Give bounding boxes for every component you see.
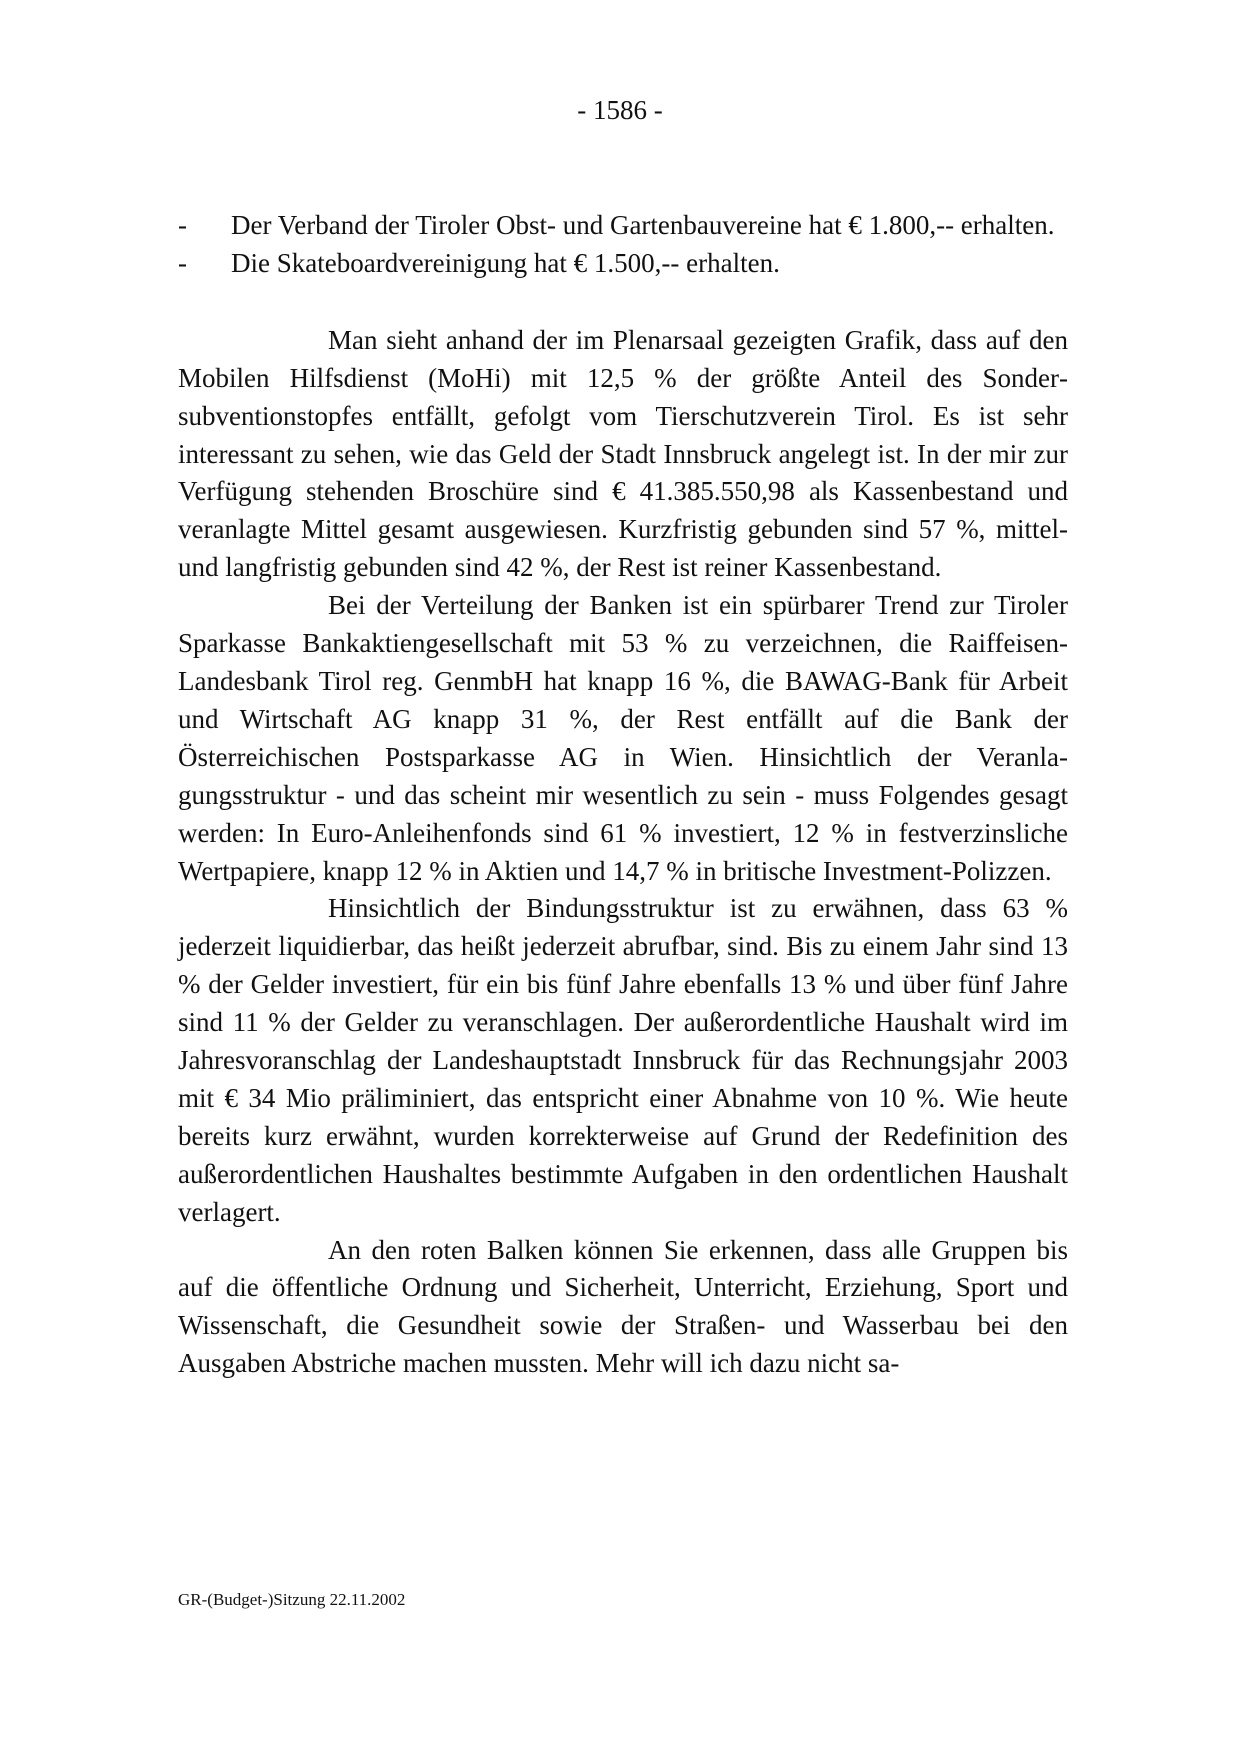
page-footer: GR-(Budget-)Sitzung 22.11.2002 xyxy=(178,1590,406,1609)
list-item xyxy=(178,207,1068,245)
page-number: - 1586 - xyxy=(577,95,663,125)
list-item-text: Der Verband der Tiroler Obst- und Gartenbauvereine hat € 1.800,-- erhalten. xyxy=(231,210,1055,240)
list-item xyxy=(178,245,1068,283)
paragraph: An den roten Balken können Sie erkennen, dass alle Gruppen bis auf die öffentliche Ordnung und Sicherheit, Unterricht, Erziehung, Sport und Wissenschaft, die Gesundheit sowie der Straßen- und Wasserbau bei den Ausgaben Abstriche machen mussten. Mehr will ich dazu nicht sa- xyxy=(178,1234,1068,1379)
document-body xyxy=(178,207,1068,1383)
list-item-text: Die Skateboardvereinigung hat € 1.500,-- erhalten. xyxy=(231,247,780,278)
list-dash: - xyxy=(178,247,187,278)
paragraph: Hinsichtlich der Bindungsstruktur ist zu erwähnen, dass 63 % jederzeit liquidierbar, das heißt jederzeit abrufbar, sind. Bis zu einem Jahr sind 13 % der Gelder investiert, für ein bis fünf Jahre ebenfalls 13 % und über fünf Jahre sind 11 % der Gelder zu veranschlagen. Der außerordentliche Haushalt wird im Jahresvoranschlag der Landeshauptstadt Innsbruck für das Rechnungsjahr 2003 mit € 34 Mio präliminiert, das entspricht einer Abnahme von 10 %. Wie heute bereits kurz erwähnt, wurden korrekterweise auf Grund der Redefinition des außerordentlichen Haushaltes bestimmte Aufgaben in den ordentlichen Haushalt verlagert. xyxy=(178,893,1068,1227)
bullet-list xyxy=(178,207,1068,283)
list-dash: - xyxy=(178,210,187,240)
paragraph: Man sieht anhand der im Plenarsaal gezeigten Grafik, dass auf den Mobilen Hilfsdienst (MoHi) mit 12,5 % der größte Anteil des Sondersubventionstopfes entfällt, gefolgt vom Tierschutzverein Tirol. Es ist sehr interessant zu sehen, wie das Geld der Stadt Innsbruck angelegt ist. In der mir zur Verfügung stehenden Broschüre sind € 41.385.550,98 als Kassenbestand und veranlagte Mittel gesamt ausgewiesen. Kurzfristig gebunden sind 57 %, mittel- und langfristig gebunden sind 42 %, der Rest ist reiner Kassenbestand. xyxy=(178,324,1068,583)
paragraph: Bei der Verteilung der Banken ist ein spürbarer Trend zur Tiroler Sparkasse Bankaktiengesellschaft mit 53 % zu verzeichnen, die Raiffeisen-Landesbank Tirol reg. GenmbH hat knapp 16 %, die BAWAG-Bank für Arbeit und Wirtschaft AG knapp 31 %, der Rest entfällt auf die Bank der Österreichischen Postsparkasse AG in Wien. Hinsichtlich der Veranlagungsstruktur - und das scheint mir wesentlich zu sein - muss Folgendes gesagt werden: In Euro-Anleihenfonds sind 61 % investiert, 12 % in festverzinsliche Wertpapiere, knapp 12 % in Aktien und 14,7 % in britische Investment-Polizzen. xyxy=(178,590,1068,886)
